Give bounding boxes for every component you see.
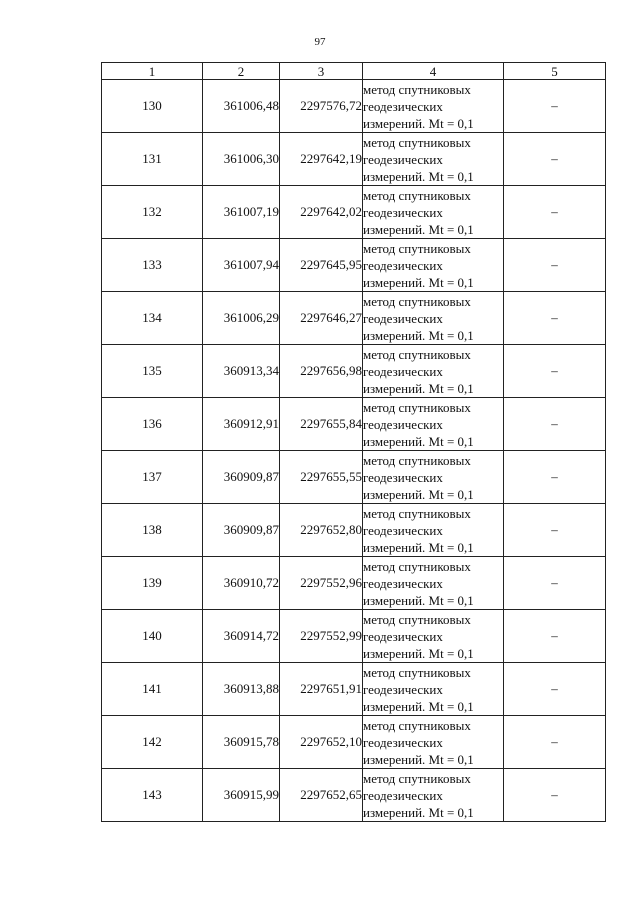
method-text-line: геодезических (363, 151, 443, 167)
method-text-line: измерений. Mt = 0,1 (363, 645, 474, 661)
coordinates-table (101, 62, 606, 822)
method-cell (363, 186, 504, 239)
table-header-row (102, 63, 606, 80)
method-text-line: геодезических (363, 98, 443, 114)
table-row (102, 769, 606, 822)
method-cell (363, 769, 504, 822)
method-text-line: геодезических (363, 204, 443, 220)
y-coordinate-cell: 2297576,72 (280, 80, 363, 133)
method-text-line: геодезических (363, 575, 443, 591)
method-text-line: метод спутниковых (363, 505, 471, 521)
method-text-line: метод спутниковых (363, 399, 471, 415)
method-text-line: измерений. Mt = 0,1 (363, 486, 474, 502)
table-row (102, 345, 606, 398)
table-row (102, 80, 606, 133)
method-text-line: метод спутниковых (363, 770, 471, 786)
method-cell (363, 451, 504, 504)
page-number: 97 (314, 36, 326, 48)
note-cell: – (504, 610, 606, 663)
y-coordinate-cell: 2297655,55 (280, 451, 363, 504)
point-number-cell: 134 (102, 292, 203, 345)
method-text-line: метод спутниковых (363, 558, 471, 574)
point-number-cell: 142 (102, 716, 203, 769)
column-header-1: 1 (102, 63, 203, 80)
method-text-line: метод спутниковых (363, 293, 471, 309)
method-cell (363, 557, 504, 610)
column-header-2: 2 (203, 63, 280, 80)
method-cell (363, 610, 504, 663)
method-text-line: измерений. Mt = 0,1 (363, 327, 474, 343)
method-text-line: измерений. Mt = 0,1 (363, 168, 474, 184)
note-cell: – (504, 451, 606, 504)
method-text-line: геодезических (363, 310, 443, 326)
method-text-line: геодезических (363, 628, 443, 644)
y-coordinate-cell: 2297652,10 (280, 716, 363, 769)
point-number-cell: 141 (102, 663, 203, 716)
method-text-line: метод спутниковых (363, 187, 471, 203)
method-cell (363, 663, 504, 716)
note-cell: – (504, 557, 606, 610)
method-cell (363, 80, 504, 133)
table-row (102, 451, 606, 504)
method-text-line: измерений. Mt = 0,1 (363, 433, 474, 449)
note-cell: – (504, 769, 606, 822)
x-coordinate-cell: 360913,34 (203, 345, 280, 398)
method-text-line: метод спутниковых (363, 81, 471, 97)
method-text-line: метод спутниковых (363, 664, 471, 680)
point-number-cell: 135 (102, 345, 203, 398)
method-text-line: метод спутниковых (363, 717, 471, 733)
table-row (102, 557, 606, 610)
y-coordinate-cell: 2297646,27 (280, 292, 363, 345)
x-coordinate-cell: 360913,88 (203, 663, 280, 716)
point-number-cell: 130 (102, 80, 203, 133)
method-text-line: геодезических (363, 257, 443, 273)
note-cell: – (504, 663, 606, 716)
point-number-cell: 137 (102, 451, 203, 504)
note-cell: – (504, 133, 606, 186)
method-text-line: геодезических (363, 734, 443, 750)
y-coordinate-cell: 2297651,91 (280, 663, 363, 716)
method-text-line: геодезических (363, 787, 443, 803)
x-coordinate-cell: 360915,78 (203, 716, 280, 769)
method-text-line: метод спутниковых (363, 452, 471, 468)
method-text-line: геодезических (363, 363, 443, 379)
x-coordinate-cell: 360915,99 (203, 769, 280, 822)
method-cell (363, 239, 504, 292)
y-coordinate-cell: 2297656,98 (280, 345, 363, 398)
method-cell (363, 292, 504, 345)
column-header-5: 5 (504, 63, 606, 80)
note-cell: – (504, 186, 606, 239)
x-coordinate-cell: 361006,29 (203, 292, 280, 345)
column-header-3: 3 (280, 63, 363, 80)
note-cell: – (504, 504, 606, 557)
point-number-cell: 140 (102, 610, 203, 663)
note-cell: – (504, 80, 606, 133)
method-text-line: измерений. Mt = 0,1 (363, 592, 474, 608)
note-cell: – (504, 292, 606, 345)
method-text-line: измерений. Mt = 0,1 (363, 274, 474, 290)
method-text-line: измерений. Mt = 0,1 (363, 539, 474, 555)
method-text-line: геодезических (363, 522, 443, 538)
point-number-cell: 139 (102, 557, 203, 610)
table-row (102, 186, 606, 239)
y-coordinate-cell: 2297552,99 (280, 610, 363, 663)
x-coordinate-cell: 361007,19 (203, 186, 280, 239)
method-cell (363, 398, 504, 451)
y-coordinate-cell: 2297642,02 (280, 186, 363, 239)
method-text-line: метод спутниковых (363, 346, 471, 362)
method-text-line: измерений. Mt = 0,1 (363, 751, 474, 767)
method-text-line: измерений. Mt = 0,1 (363, 380, 474, 396)
x-coordinate-cell: 361007,94 (203, 239, 280, 292)
method-text-line: метод спутниковых (363, 240, 471, 256)
y-coordinate-cell: 2297655,84 (280, 398, 363, 451)
point-number-cell: 131 (102, 133, 203, 186)
method-text-line: геодезических (363, 469, 443, 485)
note-cell: – (504, 345, 606, 398)
method-text-line: измерений. Mt = 0,1 (363, 804, 474, 820)
point-number-cell: 132 (102, 186, 203, 239)
table-body (102, 80, 606, 822)
point-number-cell: 143 (102, 769, 203, 822)
y-coordinate-cell: 2297645,95 (280, 239, 363, 292)
y-coordinate-cell: 2297642,19 (280, 133, 363, 186)
y-coordinate-cell: 2297652,65 (280, 769, 363, 822)
note-cell: – (504, 239, 606, 292)
method-text-line: измерений. Mt = 0,1 (363, 115, 474, 131)
table-row (102, 398, 606, 451)
table-row (102, 133, 606, 186)
method-text-line: геодезических (363, 416, 443, 432)
x-coordinate-cell: 361006,30 (203, 133, 280, 186)
method-cell (363, 504, 504, 557)
method-cell (363, 716, 504, 769)
column-header-4: 4 (363, 63, 504, 80)
x-coordinate-cell: 360910,72 (203, 557, 280, 610)
table-row (102, 716, 606, 769)
note-cell: – (504, 716, 606, 769)
method-cell (363, 345, 504, 398)
x-coordinate-cell: 360914,72 (203, 610, 280, 663)
method-text-line: измерений. Mt = 0,1 (363, 221, 474, 237)
point-number-cell: 133 (102, 239, 203, 292)
method-text-line: метод спутниковых (363, 134, 471, 150)
x-coordinate-cell: 361006,48 (203, 80, 280, 133)
note-cell: – (504, 398, 606, 451)
table-row (102, 292, 606, 345)
y-coordinate-cell: 2297652,80 (280, 504, 363, 557)
method-text-line: измерений. Mt = 0,1 (363, 698, 474, 714)
table-row (102, 663, 606, 716)
x-coordinate-cell: 360912,91 (203, 398, 280, 451)
y-coordinate-cell: 2297552,96 (280, 557, 363, 610)
table-row (102, 239, 606, 292)
table-row (102, 504, 606, 557)
method-text-line: геодезических (363, 681, 443, 697)
table-row (102, 610, 606, 663)
method-text-line: метод спутниковых (363, 611, 471, 627)
x-coordinate-cell: 360909,87 (203, 451, 280, 504)
point-number-cell: 136 (102, 398, 203, 451)
method-cell (363, 133, 504, 186)
x-coordinate-cell: 360909,87 (203, 504, 280, 557)
point-number-cell: 138 (102, 504, 203, 557)
